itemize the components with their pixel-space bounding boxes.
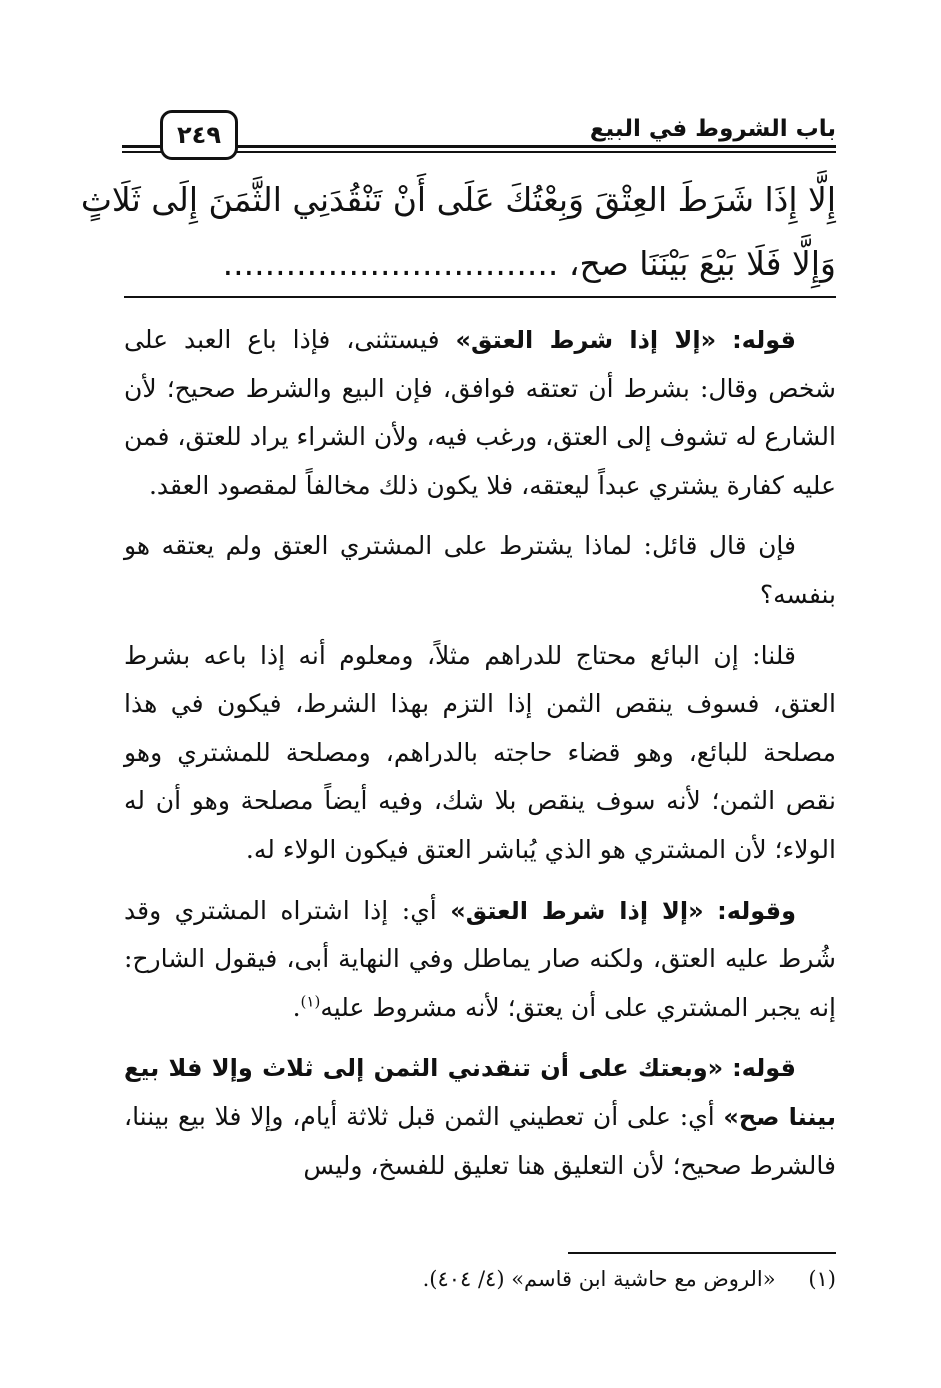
footnote-reference[interactable]: (١) bbox=[300, 992, 321, 1011]
paragraph-1 bbox=[124, 316, 836, 510]
matn-line-2-text: وَإِلَّا فَلَا بَيْعَ بَيْنَنَا صح، bbox=[568, 244, 836, 283]
paragraph-5 bbox=[124, 1044, 836, 1190]
paragraph-4-quote: «إلا إذا شرط العتق» bbox=[450, 896, 704, 925]
paragraph-5-quote: «وبعتك على أن تنقدني الثمن إلى ثلاث وإلا فلا بيع بيننا صح» bbox=[124, 1054, 836, 1131]
paragraph-1-lead: قوله: bbox=[732, 326, 796, 354]
paragraph-5-lead: قوله: bbox=[732, 1054, 797, 1083]
paragraph-1-quote: «إلا إذا شرط العتق» bbox=[455, 326, 717, 354]
matn-dots: ................................ bbox=[222, 244, 559, 283]
running-title: باب الشروط في البيع bbox=[589, 116, 836, 142]
paragraph-4-tail: . bbox=[292, 992, 301, 1022]
paragraph-2 bbox=[124, 522, 836, 619]
footnote-text: «الروض مع حاشية ابن قاسم» (٤/ ٤٠٤). bbox=[422, 1267, 776, 1291]
matn-line-1: إِلَّا إِذَا شَرَطَ العِتْقَ وَبِعْتُكَ عَلَى أَنْ تَنْقُدَنِي الثَّمَنَ إِلَى ثَلَاثٍ bbox=[80, 180, 836, 219]
paragraph-3 bbox=[124, 632, 836, 875]
matn-line-2 bbox=[124, 232, 836, 296]
footnote-separator bbox=[568, 1252, 836, 1254]
matn-text bbox=[80, 168, 836, 296]
paragraph-4 bbox=[124, 887, 836, 1033]
paragraph-1-text: فيستثنى، فإذا باع العبد على شخص وقال: بشرط أن تعتقه فوافق، فإن البيع والشرط صحيح؛ لأن الشارع له تشوف إلى العتق، ورغب فيه، ولأن الشراء يراد للعتق، فمن عليه كفارة يشتري عبداً ليعتقه، فلا يكون ذلك مخالفاً لمقصود العقد. bbox=[124, 325, 836, 500]
paragraph-4-text: أي: إذا اشتراه المشتري وقد شُرط عليه العتق، ولكنه صار يماطل وفي النهاية أبى، فيقول الشارح: إنه يجبر المشتري على أن يعتق؛ لأنه مشروط عليه bbox=[124, 895, 836, 1022]
footnote-number: (١) bbox=[808, 1267, 836, 1291]
paragraph-3-text: قلنا: إن البائع محتاج للدراهم مثلاً، ومعلوم أنه إذا باعه بشرط العتق، فسوف ينقص الثمن إذا التزم بهذا الشرط، فيكون في هذا مصلحة للبائع، وهو قضاء حاجته بالدراهم، ومصلحة للمشتري وهو نقص الثمن؛ لأنه سوف ينقص بلا شك، وفيه أيضاً مصلحة وهو أن له الولاء؛ لأن المشتري هو الذي يُباشر العتق فيكون الولاء له. bbox=[124, 640, 836, 864]
paragraph-4-lead: وقوله: bbox=[717, 896, 796, 925]
paragraph-2-text: فإن قال قائل: لماذا يشترط على المشتري العتق ولم يعتقه هو بنفسه؟ bbox=[124, 531, 836, 609]
page-header bbox=[122, 108, 836, 158]
matn-separator bbox=[124, 296, 836, 298]
page-number: ٢٤٩ bbox=[160, 110, 238, 160]
footnote bbox=[423, 1262, 836, 1296]
commentary bbox=[124, 316, 836, 1202]
paragraph-5-text: أي: على أن تعطيني الثمن قبل ثلاثة أيام، وإلا فلا بيع بيننا، فالشرط صحيح؛ لأن التعليق هنا تعليق للفسخ، وليس bbox=[124, 1101, 836, 1180]
